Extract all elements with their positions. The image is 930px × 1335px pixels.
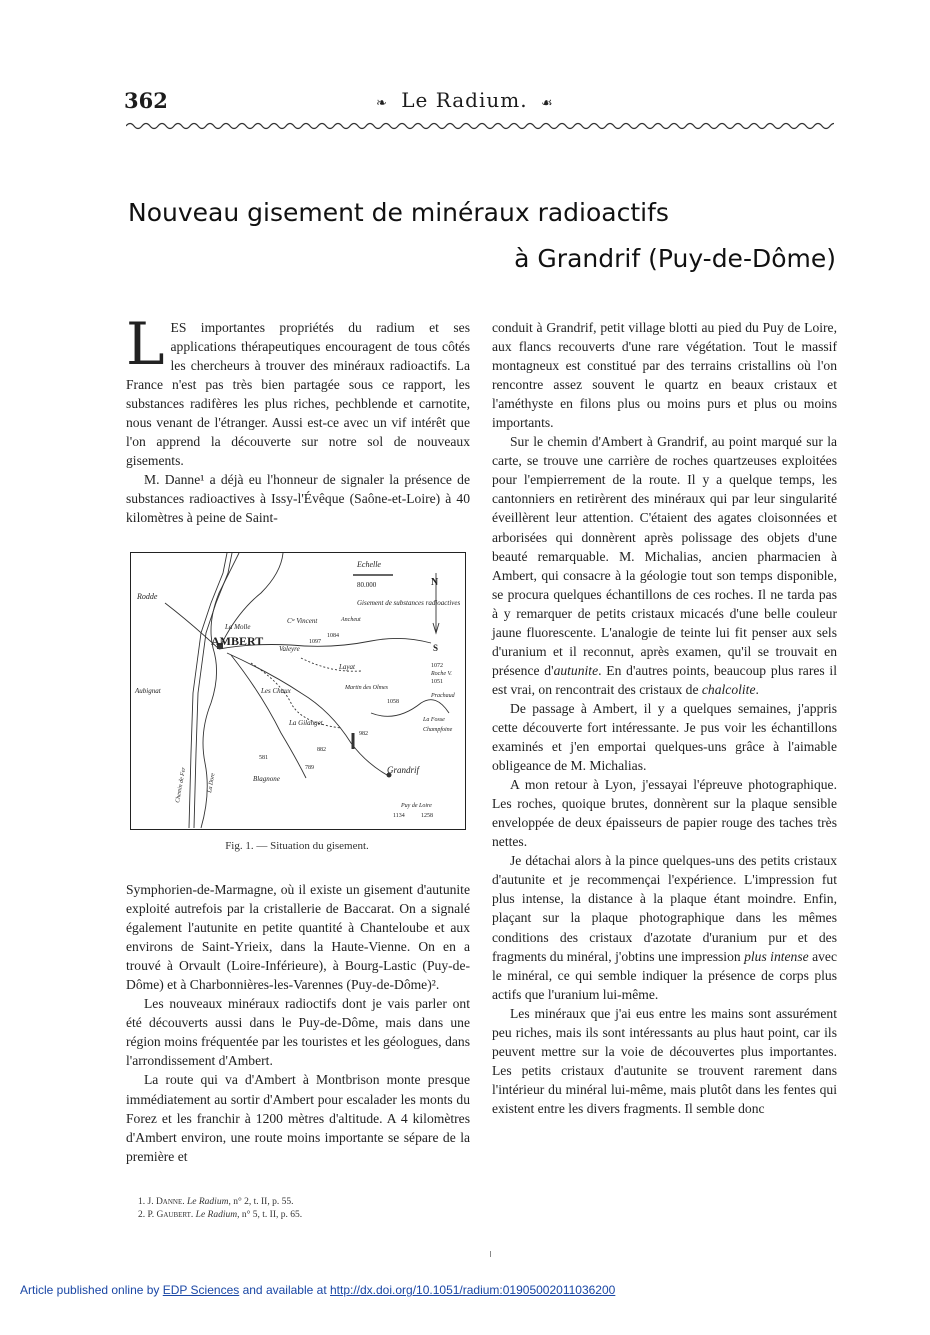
paragraph: Les nouveaux minéraux radioctifs dont je vais parler ont été découverts aussi dans le Puy-de-Dôme, mais dans une région moins fréquentée par les touristes et les géologues, dans l'arrondissement d'Ambert.: [126, 996, 470, 1069]
map-label-alt: 1097: [309, 639, 321, 645]
footnote-1: 1. J. Danne. Le Radium, n° 2, t. II, p. 55.: [138, 1197, 294, 1207]
paragraph: De passage à Ambert, il y a quelques semaines, j'appris cette découverte fort intéressante. Je pus voir les échantillons examinés et j'en emportai quelques-uns grâce à l'aimable obligeance de M. Michalias.: [492, 700, 837, 774]
footnote-2: 2. P. Gaubert. Le Radium, n° 5, t. II, p. 65.: [138, 1210, 303, 1220]
left-column-top: [126, 310, 470, 528]
paragraph: conduit à Grandrif, petit village blotti au pied du Puy de Loire, aux flancs recouverts d'une rare végétation. Tout le massif montagneux est constitué par des terrains cristallins où l'on rencontre assez souvent le quartz en beaux cristaux et l'améthyste en filons plus ou moins purs et plus ou moins importants.: [492, 320, 837, 431]
paragraph: LES importantes propriétés du radium et ses applications thérapeutiques encouragent de tous côtés les chercheurs à trouver des minéraux radioactifs. La France n'est pas très bien partagée sous ce rapport, les substances radifères les plus riches, pechblende et carnotite, nous venant de l'étranger. Aussi est-ce avec un vif intérêt que l'on apprend la découverte sur notre sol de nouveaux gisements.: [126, 310, 470, 469]
map-label-la-gilanget: La Gilanget: [289, 719, 323, 727]
paragraph: La route qui va d'Ambert à Montbrison monte presque immédiatement au sortir d'Ambert pour escalader les monts du Forez et les franchir à 1200 mètres d'altitude. A 4 kilomètres d'Ambert environ, une route moins importante se sépare de la première et: [126, 1072, 470, 1164]
map-label-aubignat: Aubignat: [135, 687, 161, 695]
map-label-alt: 1072: [431, 663, 443, 669]
emphasis-chalcolite: chalcolite: [701, 681, 756, 697]
footnotes: [138, 1196, 468, 1222]
map-label-la-dore: La Dore: [207, 772, 217, 794]
road: [371, 700, 449, 717]
ornament-right-icon: ☙: [540, 96, 554, 111]
emphasis-plus-intense: plus intense: [744, 948, 809, 964]
map-label-roche-v: Roche V.: [431, 671, 452, 677]
map-label-alt: 882: [317, 747, 326, 753]
left-column-bottom: [126, 880, 470, 1166]
map-label-alt: 1134: [393, 813, 405, 819]
map-label-ambert: AMBERT: [211, 634, 264, 648]
map-label-la-molle: La Molle: [225, 623, 251, 631]
map-figure: [130, 552, 466, 830]
map-label-gisement: Gisement de substances radioactives: [357, 599, 461, 607]
page-mark: [490, 1251, 491, 1257]
page-number: 362: [124, 88, 168, 113]
journal-title: Le Radium.: [401, 88, 528, 112]
article-title-line-1: Nouveau gisement de minéraux radioactifs: [128, 198, 669, 227]
paragraph: Symphorien-de-Marmagne, où il existe un gisement d'autunite exploité autrefois par la cristallerie de Baccarat. On a signalé également l'autunite en petite quantité à Chanteloube et aux environs de Saint-Yrieix, dans la Haute-Vienne. On en a trouvé à Orvault (Loire-Inférieure), à Bourg-Lastic (Puy-de-Dôme) et à Charbonnières-les-Varennes (Puy-de-Dôme)².: [126, 882, 470, 993]
map-label-prachaud: Prachaud: [431, 693, 455, 699]
emphasis-autunite: autunite: [553, 662, 599, 678]
map-label-la-fosse: La Fosse: [423, 717, 445, 723]
figure-caption: Fig. 1. — Situation du gisement.: [225, 840, 369, 852]
map-label-valeyre: Valeyre: [279, 645, 300, 653]
ornament-left-icon: ❧: [376, 96, 388, 111]
map-label-alt: 581: [259, 755, 268, 761]
map-label-champfoine: Champfoine: [423, 727, 453, 733]
map-label-chemin: Chemin de Fer: [175, 766, 188, 804]
map-label-scale: 80.000: [357, 581, 377, 589]
article-title-line-2: à Grandrif (Puy-de-Dôme): [514, 244, 836, 273]
paragraph: Sur le chemin d'Ambert à Grandrif, au point marqué sur la carte, se trouve une carrière de roches quartzeuses exploitées pour l'empierrement de la route. Il y a quelque temps, les cantonniers en retirèrent des minéraux qui par leur singularité éveillèrent leur attention. C'étaient des agates cloisonnées et arborisées qui donnèrent après polissage des objets d'une beauté remarquable. M. Michalias, ancien pharmacien à Ambert, qui consacre à la géologie tout son temps disponible, se procura quelques échantillons de ces roches. Il ne tarda pas à y remarquer de petits cristaux micacés d'une belle couleur jaune fluorescente. L'analogie de teinte lui fit penser aux sels d'uranium et il reconnut, après examen, qu'il se trouvait en présence d'autunite. En d'autres points, beaucoup plus rares il est vrai, on rencontrait des cristaux de chalcolite.: [492, 434, 837, 697]
map-label-st-vincent: Cᵗᵉ Vincent: [287, 617, 318, 625]
map-svg: [131, 553, 465, 829]
paragraph: A mon retour à Lyon, j'essayai l'épreuve photographique. Les roches, quoique brutes, donnèrent sur la plaque sensible enveloppée de deux épaisseurs de papier rouge des taches très nettes.: [492, 777, 837, 850]
publisher-link[interactable]: EDP Sciences: [162, 1283, 240, 1297]
map-label-rodde: Rodde: [137, 592, 158, 601]
map-label-blagnone: Blagnone: [253, 775, 280, 783]
doi-link[interactable]: http://dx.doi.org/10.1051/radium:01905002011036200: [329, 1283, 616, 1297]
map-label-alt: 982: [359, 731, 368, 737]
drop-cap: L: [126, 310, 165, 378]
publication-footer: Article published online by EDP Sciences and available at http://dx.doi.org/10.1051/radium:01905002011036200: [20, 1283, 616, 1297]
map-label-alt: 789: [305, 765, 314, 771]
map-label-les-chaux: Les Chaux: [261, 687, 291, 695]
map-label-ancheut: Ancheut: [341, 617, 361, 623]
river-dore: [201, 553, 239, 828]
decorative-rule: [126, 120, 834, 132]
map-label-alt: 1051: [431, 679, 443, 685]
road: [227, 653, 387, 775]
right-column: [492, 318, 837, 1118]
map-label-alt: 1058: [387, 699, 399, 705]
map-label-echelle: Echelle: [357, 560, 381, 569]
map-label-south: S: [433, 643, 439, 653]
map-label-puy-loire: Puy de Loire: [401, 803, 432, 809]
map-label-grandrif: Grandrif: [387, 765, 420, 775]
paragraph: Je détachai alors à la pince quelques-uns des petits cristaux d'autunite et je recommençai l'expérience. L'impression fut plus intense, la distance à la plaque étant moindre. Enfin, plaçant sur la plaque photographique dans les mêmes conditions des cristaux d'azotate d'uranium pur et des fragments du minéral, j'obtins une impression plus intense avec le minéral, ce qui semble indiquer la présence de corps plus actifs que l'uranium lui-même.: [492, 853, 837, 1002]
map-label-alt: 1258: [421, 813, 433, 819]
paragraph: Les minéraux que j'ai eus entre les mains sont assurément peu riches, mais ils sont intéressants au plus haut point, car ils peuvent mettre sur la voie de découvertes plus importantes. Les petits cristaux d'autunite se trouvent rarement dans l'intérieur du minéral lui-même, mais plutôt dans les fentes qui existent entre les divers fragments. Il semble donc: [492, 1005, 837, 1116]
paragraph: M. Danne¹ a déjà eu l'honneur de signaler la présence de substances radioactives à Issy-l'Évêque (Saône-et-Loire) à 40 kilomètres à peine de Saint-: [126, 472, 470, 526]
map-label-martin: Martin des Olmes: [345, 685, 388, 691]
running-head: [370, 88, 560, 112]
map-label-alt: 1084: [327, 633, 339, 639]
map-label-north: N: [431, 577, 439, 588]
map-label-layat: Layat: [339, 663, 355, 671]
